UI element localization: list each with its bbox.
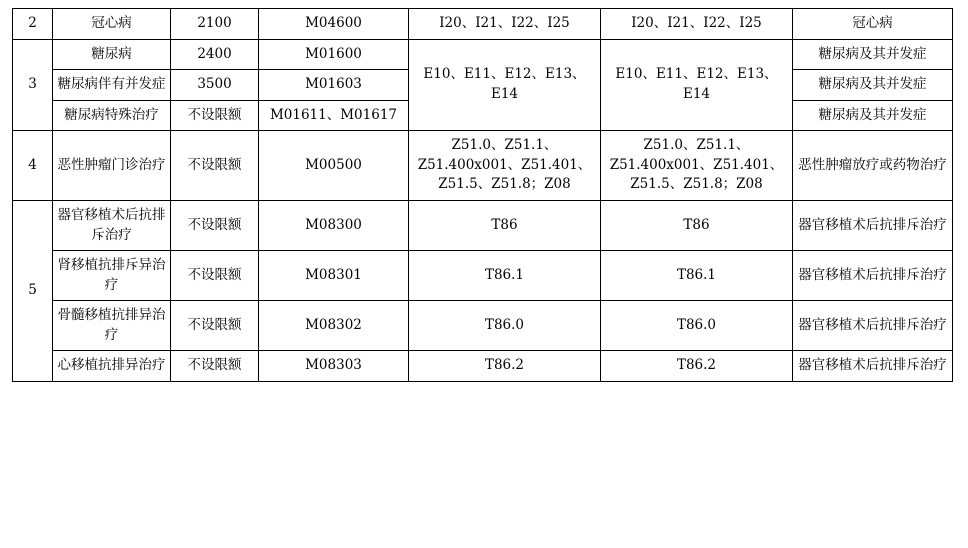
cell-name: 糖尿病特殊治疗 bbox=[53, 100, 171, 131]
cell-icd1: I20、I21、I22、I25 bbox=[409, 9, 601, 40]
cell-no: 3 bbox=[13, 39, 53, 131]
cell-icd2: T86.2 bbox=[601, 351, 793, 382]
cell-code: M01611、M01617 bbox=[259, 100, 409, 131]
cell-name: 糖尿病伴有并发症 bbox=[53, 70, 171, 101]
cell-icd2: E10、E11、E12、E13、E14 bbox=[601, 39, 793, 131]
cell-name: 心移植抗排异治疗 bbox=[53, 351, 171, 382]
cell-code: M08300 bbox=[259, 200, 409, 250]
cell-no: 5 bbox=[13, 200, 53, 381]
cell-icd2: I20、I21、I22、I25 bbox=[601, 9, 793, 40]
cell-remark: 恶性肿瘤放疗或药物治疗 bbox=[793, 131, 953, 201]
cell-name: 器官移植术后抗排斥治疗 bbox=[53, 200, 171, 250]
cell-icd2: T86.1 bbox=[601, 251, 793, 301]
cell-icd2: Z51.0、Z51.1、Z51.400x001、Z51.401、Z51.5、Z51.8；Z08 bbox=[601, 131, 793, 201]
cell-amount: 不设限额 bbox=[171, 131, 259, 201]
cell-no: 2 bbox=[13, 9, 53, 40]
cell-icd1: E10、E11、E12、E13、E14 bbox=[409, 39, 601, 131]
cell-code: M08303 bbox=[259, 351, 409, 382]
cell-name: 肾移植抗排斥异治疗 bbox=[53, 251, 171, 301]
cell-remark: 器官移植术后抗排斥治疗 bbox=[793, 301, 953, 351]
cell-code: M08302 bbox=[259, 301, 409, 351]
cell-name: 冠心病 bbox=[53, 9, 171, 40]
table-row bbox=[13, 9, 953, 40]
cell-remark: 糖尿病及其并发症 bbox=[793, 70, 953, 101]
table-row bbox=[13, 351, 953, 382]
table-row bbox=[13, 39, 953, 70]
cell-remark: 器官移植术后抗排斥治疗 bbox=[793, 251, 953, 301]
disease-table bbox=[12, 8, 953, 382]
cell-name: 骨髓移植抗排异治疗 bbox=[53, 301, 171, 351]
cell-code: M01600 bbox=[259, 39, 409, 70]
cell-amount: 不设限额 bbox=[171, 100, 259, 131]
cell-remark: 糖尿病及其并发症 bbox=[793, 100, 953, 131]
cell-remark: 冠心病 bbox=[793, 9, 953, 40]
table-row bbox=[13, 251, 953, 301]
cell-amount: 2400 bbox=[171, 39, 259, 70]
cell-remark: 器官移植术后抗排斥治疗 bbox=[793, 351, 953, 382]
cell-icd1: T86.2 bbox=[409, 351, 601, 382]
cell-no: 4 bbox=[13, 131, 53, 201]
cell-code: M00500 bbox=[259, 131, 409, 201]
cell-name: 恶性肿瘤门诊治疗 bbox=[53, 131, 171, 201]
cell-icd1: T86.0 bbox=[409, 301, 601, 351]
cell-code: M01603 bbox=[259, 70, 409, 101]
cell-name: 糖尿病 bbox=[53, 39, 171, 70]
cell-amount: 2100 bbox=[171, 9, 259, 40]
cell-remark: 糖尿病及其并发症 bbox=[793, 39, 953, 70]
cell-code: M08301 bbox=[259, 251, 409, 301]
cell-icd1: T86 bbox=[409, 200, 601, 250]
cell-amount: 不设限额 bbox=[171, 351, 259, 382]
cell-amount: 不设限额 bbox=[171, 251, 259, 301]
table-row bbox=[13, 131, 953, 201]
cell-code: M04600 bbox=[259, 9, 409, 40]
cell-remark: 器官移植术后抗排斥治疗 bbox=[793, 200, 953, 250]
cell-amount: 不设限额 bbox=[171, 200, 259, 250]
cell-icd1: T86.1 bbox=[409, 251, 601, 301]
cell-icd1: Z51.0、Z51.1、Z51.400x001、Z51.401、Z51.5、Z51.8；Z08 bbox=[409, 131, 601, 201]
table-row bbox=[13, 200, 953, 250]
cell-icd2: T86 bbox=[601, 200, 793, 250]
cell-amount: 不设限额 bbox=[171, 301, 259, 351]
cell-icd2: T86.0 bbox=[601, 301, 793, 351]
table-row bbox=[13, 301, 953, 351]
cell-amount: 3500 bbox=[171, 70, 259, 101]
